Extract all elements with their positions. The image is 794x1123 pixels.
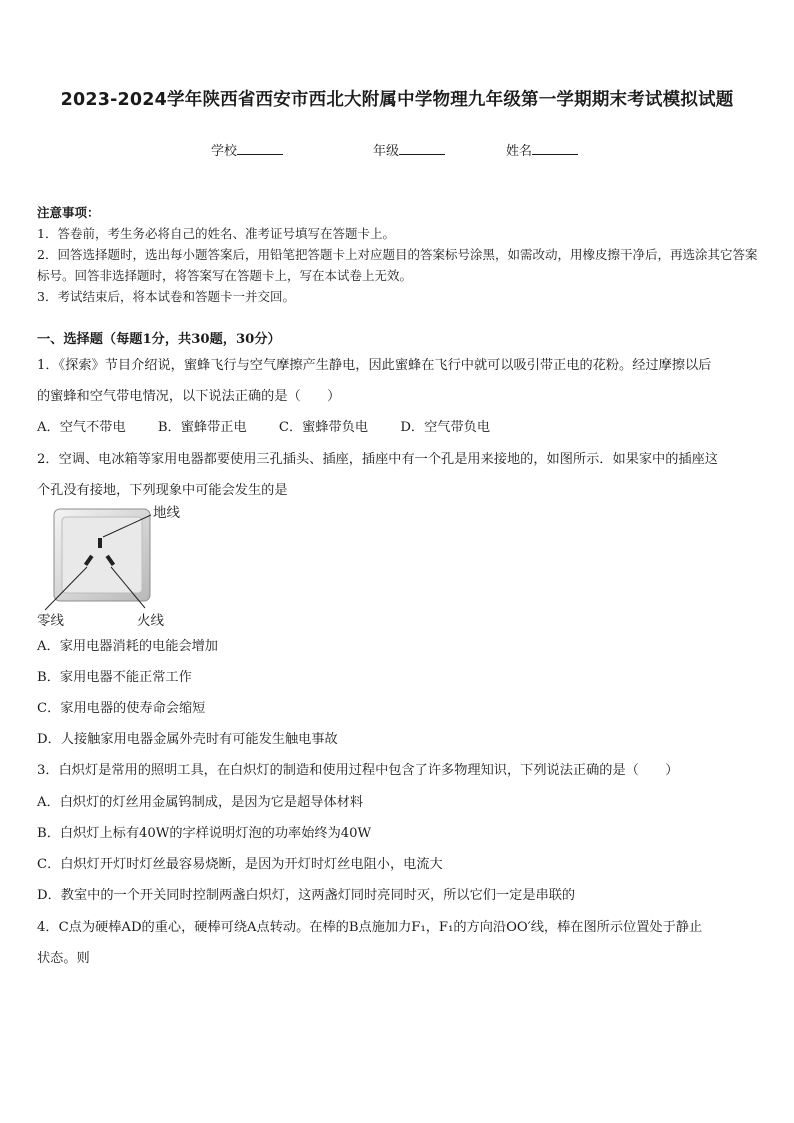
socket-face xyxy=(62,517,142,593)
socket-figure xyxy=(37,500,197,628)
q2-option-a: A．家用电器消耗的电能会增加 xyxy=(37,639,218,654)
q3-option-a: A．白炽灯的灯丝用金属钨制成，是因为它是超导体材料 xyxy=(37,795,364,810)
section-heading: 一、选择题（每题1分，共30题，30分） xyxy=(37,332,281,347)
q3-option-c: C．白炽灯开灯时灯丝最容易烧断，是因为开灯时灯丝电阻小，电流大 xyxy=(37,857,443,872)
q1-stem-line2: 的蜜蜂和空气带电情况，以下说法正确的是（ ） xyxy=(37,389,341,404)
q1-option-b: B．蜜蜂带正电 xyxy=(157,420,247,435)
q2-option-b: B．家用电器不能正常工作 xyxy=(37,670,192,685)
q1-option-a: A．空气不带电 xyxy=(37,420,126,435)
q4-stem-line1: 4．C点为硬棒AD的重心，硬棒可绕A点转动。在棒的B点施加力F₁，F₁的方向沿OO′线，棒在图所示位置处于静止 xyxy=(37,920,703,935)
grade-blank xyxy=(399,142,445,155)
note-item-1: 1．答卷前，考生务必将自己的姓名、准考证号填写在答题卡上。 xyxy=(37,226,395,241)
notes-block xyxy=(37,202,759,307)
name-label: 姓名 xyxy=(506,144,533,159)
note-item-2: 2．回答选择题时，选出每小题答案后，用铅笔把答题卡上对应题目的答案标号涂黑，如需改动，用橡皮擦干净后，再选涂其它答案标号。回答非选择题时，将答案写在答题卡上，写在本试卷上无效。 xyxy=(37,247,758,283)
school-field xyxy=(211,140,283,159)
q1-options xyxy=(37,416,518,435)
note-item-3: 3．考试结束后，将本试卷和答题卡一并交回。 xyxy=(37,289,295,304)
q2-stem-line1: 2．空调、电冰箱等家用电器都要使用三孔插头、插座，插座中有一个孔是用来接地的，如图所示．如果家中的插座这 xyxy=(37,452,718,467)
q2-stem-line2: 个孔没有接地，下列现象中可能会发生的是 xyxy=(37,483,288,498)
exam-title: 2023-2024学年陕西省西安市西北大附属中学物理九年级第一学期期末考试模拟试题 xyxy=(60,90,734,110)
ground-wire-label: 地线 xyxy=(153,505,180,521)
name-blank xyxy=(532,142,578,155)
school-label: 学校 xyxy=(211,144,238,159)
neutral-wire-label: 零线 xyxy=(37,613,64,629)
q1-option-c: C．蜜蜂带负电 xyxy=(278,420,369,435)
q4-stem-line2: 状态。则 xyxy=(37,951,90,966)
live-wire-label: 火线 xyxy=(137,613,164,629)
q2-option-c: C．家用电器的使寿命会缩短 xyxy=(37,701,206,716)
q3-option-b: B．白炽灯上标有40W的字样说明灯泡的功率始终为40W xyxy=(37,826,372,841)
q2-option-d: D．人接触家用电器金属外壳时有可能发生触电事故 xyxy=(37,732,338,747)
q1-stem-line1: 1．《探索》节目介绍说，蜜蜂飞行与空气摩擦产生静电，因此蜜蜂在飞行中就可以吸引带正电的花粉。经过摩擦以后 xyxy=(37,358,712,373)
grade-field xyxy=(373,140,445,159)
notes-heading: 注意事项： xyxy=(37,205,100,220)
school-blank xyxy=(237,142,283,155)
q3-stem: 3．白炽灯是常用的照明工具，在白炽灯的制造和使用过程中包含了许多物理知识，下列说法正确的是（ ） xyxy=(37,763,679,778)
q1-option-d: D．空气带负电 xyxy=(400,420,491,435)
grade-label: 年级 xyxy=(373,144,400,159)
q3-option-d: D．教室中的一个开关同时控制两盏白炽灯，这两盏灯同时亮同时灭，所以它们一定是串联的 xyxy=(37,888,576,903)
ground-hole xyxy=(98,538,102,548)
name-field xyxy=(506,140,578,159)
